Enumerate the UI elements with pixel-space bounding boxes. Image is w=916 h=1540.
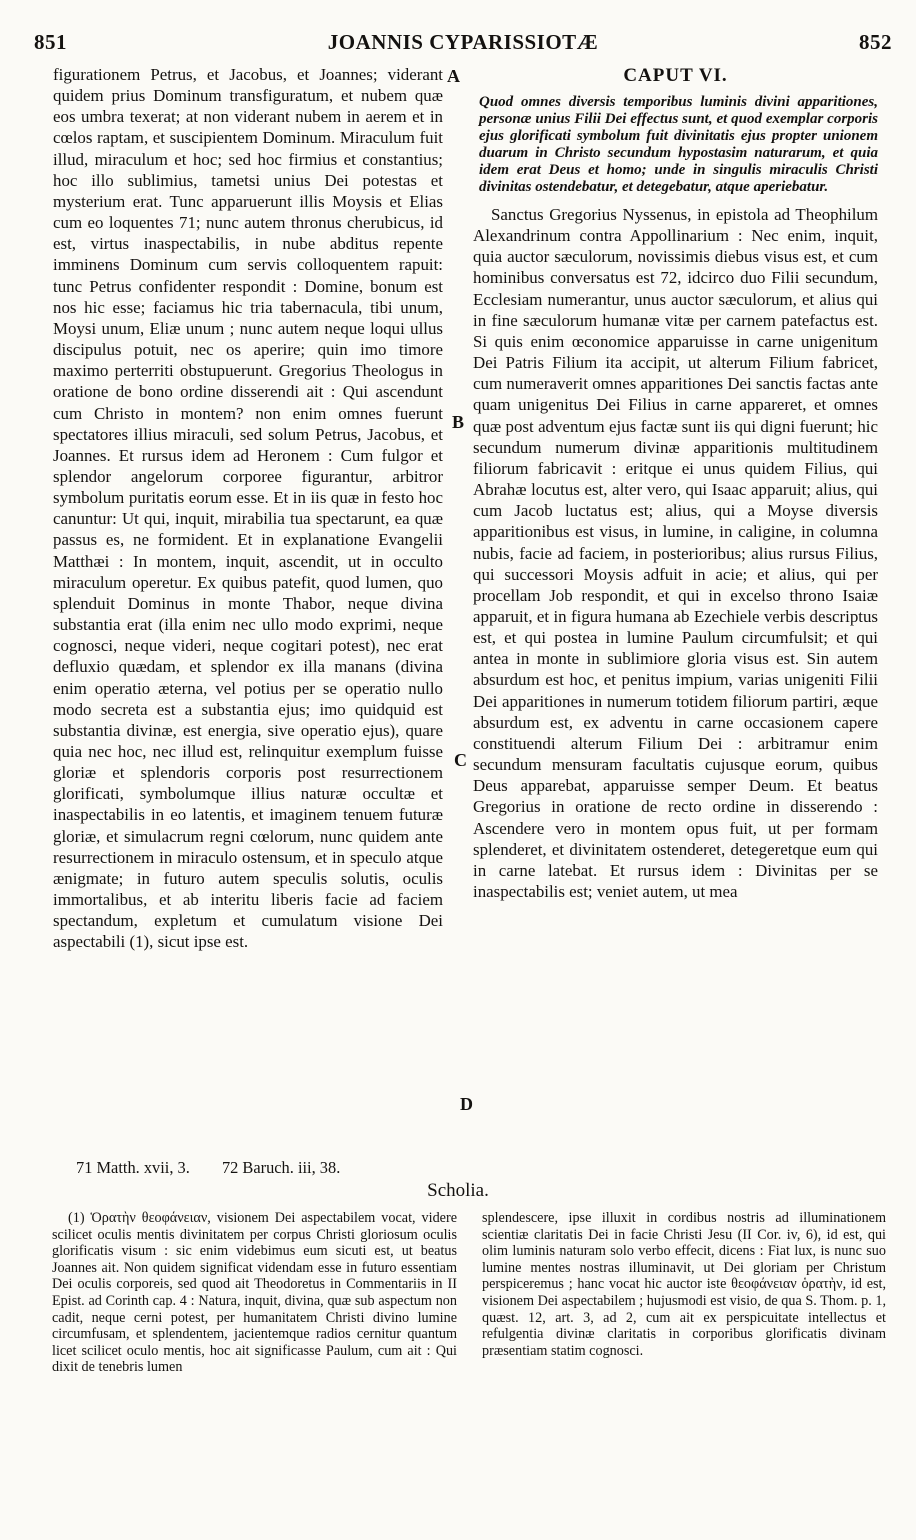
- left-column-text: figurationem Petrus, et Jacobus, et Joannes; viderant quidem prius Dominum transfiguratum, et nubem quæ eos umbra texerat; at non viderant nubem in aerem et in cœlos raptam, et suscipientem Dominum. Miraculum fuit illud, miraculum et hoc; sed hoc firmius et constantius; hoc illo sublimius, tametsi unius Dei potestas et mysterium erat. Tunc apparuerunt illis Moysis et Elias cum eo loquentes 71; nunc autem thronus cherubicus, id est, virtus inaspectabilis, in nube abditus repente imminens Dominum cum servis colloquentem rapuit: tunc Petrus confidenter respondit : Domine, bonum est nos hic esse; faciamus hic tria tabernacula, tibi unum, Moysi unum, Eliæ unum ; nunc autem neque loqui ullus discipulus potuit, nec os aperire; quin imo timore maximo perterriti obstupuerunt. Gregorius Theologus in oratione de bono ordine disserendi ait : Qui ascendunt cum Christo in montem? non enim omnes fuerunt spectatores illius miraculi, sed solum Petrus, Jacobus, et Joannes. Et rursus idem ad Heronem : Cum fulgor et splendor angelorum corporee figurantur, arbitror symbolum puritatis eorum esse. Et in iis quæ in festo hoc canuntur: Ut qui, inquit, mirabilia tua spectarunt, ea quæ passus es, ne formident. Et in explanatione Evangelii Matthæi : In montem, inquit, ascendit, ut in occulto miraculum operetur. Ex quibus patefit, quod lumen, quo splenduit Dominus in monte Thabor, neque divina substantia erat (illa enim nec ullo modo exprimi, neque cognosci, neque videri, neque cogitari potest), nec erat defluxio quædam, et splendor ex illa manans (divina enim operatio æterna, vel potius per se operatio nullo modo secreta est a substantia ejus; imo quidquid est substantia divinæ, est energia, sive operatio ejus), quare quia nec hoc, nec illud est, relinquitur exemplum fuisse gloriæ et splendoris corporis post resurrectionem glorificati, symbolumque illius naturæ occultæ et inaspectabilis in eo latentis, et imaginem tenuem futuræ gloriæ, et simulacrum regni cœlorum, nunc quidem ante resurrectionem in miraculo ostensum, et in speculo atque ænigmate; in futuro autem speculis solutis, oculis immortalibus, et ab interitu liberis facie ad faciem spectandum, expletum et cumulatum visione Dei aspectabili (1), sicut ipse est.: [53, 65, 443, 952]
- right-text-column: [473, 64, 878, 902]
- margin-letter-d: D: [460, 1094, 473, 1114]
- scholia-right-text: splendescere, ipse illuxit in cordibus nostris ad illuminationem scientiæ claritatis Dei in facie Christi Jesu (II Cor. iv, 6), id est, qui olim luminis naturam solo verbo effecit, dicens : Fiat lux, is nunc suo lumine mentes nostras illuminavit, ut Dei gloriam per Christum perspiceremus ; hanc vocat hic auctor iste θεοφάνειαν ὁρατὴν, id est, visionem Dei aspectabilem ; hujusmodi est visio, de qua S. Thom. p. 1, quæst. 12, art. 3, ad 2, cum ait ex perspicuitate intellectus et refulgentia divinæ claritatis in corporibus glorificatis divinam præsentiam statim cognosci.: [482, 1210, 886, 1359]
- footnote-72: 72 Baruch. iii, 38.: [221, 1158, 341, 1177]
- margin-letter-c: C: [454, 750, 467, 770]
- running-title: JOANNIS CYPARISSIOTÆ: [327, 30, 599, 54]
- chapter-heading: CAPUT VI.: [623, 65, 728, 86]
- scholia-heading: Scholia.: [427, 1180, 489, 1201]
- scholia-left-text: (1) Ὁρατὴν θεοφάνειαν, visionem Dei aspectabilem vocat, videre scilicet oculis mentis divinitatem per corpus Christi gloriosum oculis glorificatis visum : sic enim videbimus eum sicuti est, ut beatus Joannes ait. Non quidem significat videndam esse in futuro essentiam Dei oculis corporeis, sed quod ait Theodoretus in Commentariis in II Epist. ad Corinth cap. 4 : Natura, inquit, divina, quæ sub aspectum non cadit, neque cerni potest, per humanitatem Christi divino lumine circumfusam, et splendentem, jacientemque radios cernitur quantum licet scilicet oculo mentis, hoc ait significasse Paulum, cum ait : Qui dixit de tenebris lumen: [52, 1210, 457, 1376]
- margin-letter-a: A: [447, 66, 460, 86]
- chapter-summary: Quod omnes diversis temporibus luminis divini apparitiones, personæ unius Filii Dei effectus sunt, et quod exemplar corporis ejus glorificati symbolum fuit divinitatis ejus propter unionem duarum in Christo secundum hypostasim naturarum, et quia idem erat Deus et homo; unde in singulis miraculis Christi divinitas ostendebatur, et detegebatur, atque aperiebatur.: [479, 94, 878, 195]
- running-header: [34, 30, 892, 62]
- margin-letter-b: B: [452, 412, 465, 432]
- scholia-left-column: [52, 1210, 457, 1376]
- footnotes: [76, 1158, 368, 1178]
- page-number-left: 851: [34, 30, 67, 54]
- page-number-right: 852: [859, 30, 892, 54]
- footnote-71: 71 Matth. xvii, 3.: [76, 1158, 190, 1177]
- scholia-right-column: [482, 1210, 886, 1359]
- left-text-column: [53, 64, 443, 953]
- right-column-text: Sanctus Gregorius Nyssenus, in epistola ad Theophilum Alexandrinum contra Appollinarium : Nec enim, inquit, quia auctor sæculorum, novissimis diebus visus est, et cum hominibus conversatus est 72, idcirco duo Filii secundum, Ecclesiam numerantur, unus auctor sæculorum, et alius qui in fine sæculorum humanæ vitæ per carnem patefactus est. Si quis enim œconomice apparuisse in carne unigenitum Dei Patris Filium ita accipit, ut alterum Filium fabricet, cum numeraverit omnes apparitiones Dei sanctis factas ante quam unigenitus Dei Filius in carne appareret, et omnes quæ post adventum ejus factæ sunt iis qui digni fuerunt; hic secundum numerum divinæ apparitionis multitudinem filiorum fabricavit : eritque ei unus quidem Filius, qui Abrahæ locutus est, alter vero, qui Isaac apparuit; alius, qui cum Jacob luctatus est; alius, qui a Moyse diversis apparitionibus est visus, in lumine, in caligine, in columna nubis, facie ad faciem, in posterioribus; alius rursus Filius, qui successori Moysis adfuit in acie; et alius, qui per procellam Job respondit, et qui in excelso throno Isaiæ apparuit, et in figura humana ab Ezechiele verbis descriptus est, et qui postea in lumine Paulum circumfulsit; et qui antea in monte in sublimiore gloria visus est. Sin autem absurdum est hoc, et penitus impium, varias unigeniti Filii Dei apparitiones in numerum totidem filiorum partiri, æque absurdum est, ex adventu in carne occasionem capere constituendi alterum Filium Dei : arbitramur enim secundum mensuram facultatis cujusque eorum, quibus Deus apparebat, apparuisse semper Deum. Et beatus Gregorius in oratione de recto ordine in disserendo : Ascendere vero in montem opus fuit, ut per formam splenderet, et divinitatem ostenderet, detegeretque eum qui in carne latebat. Et rursus idem : Divinitas per se inaspectabilis est; veniet autem, ut mea: [473, 205, 878, 901]
